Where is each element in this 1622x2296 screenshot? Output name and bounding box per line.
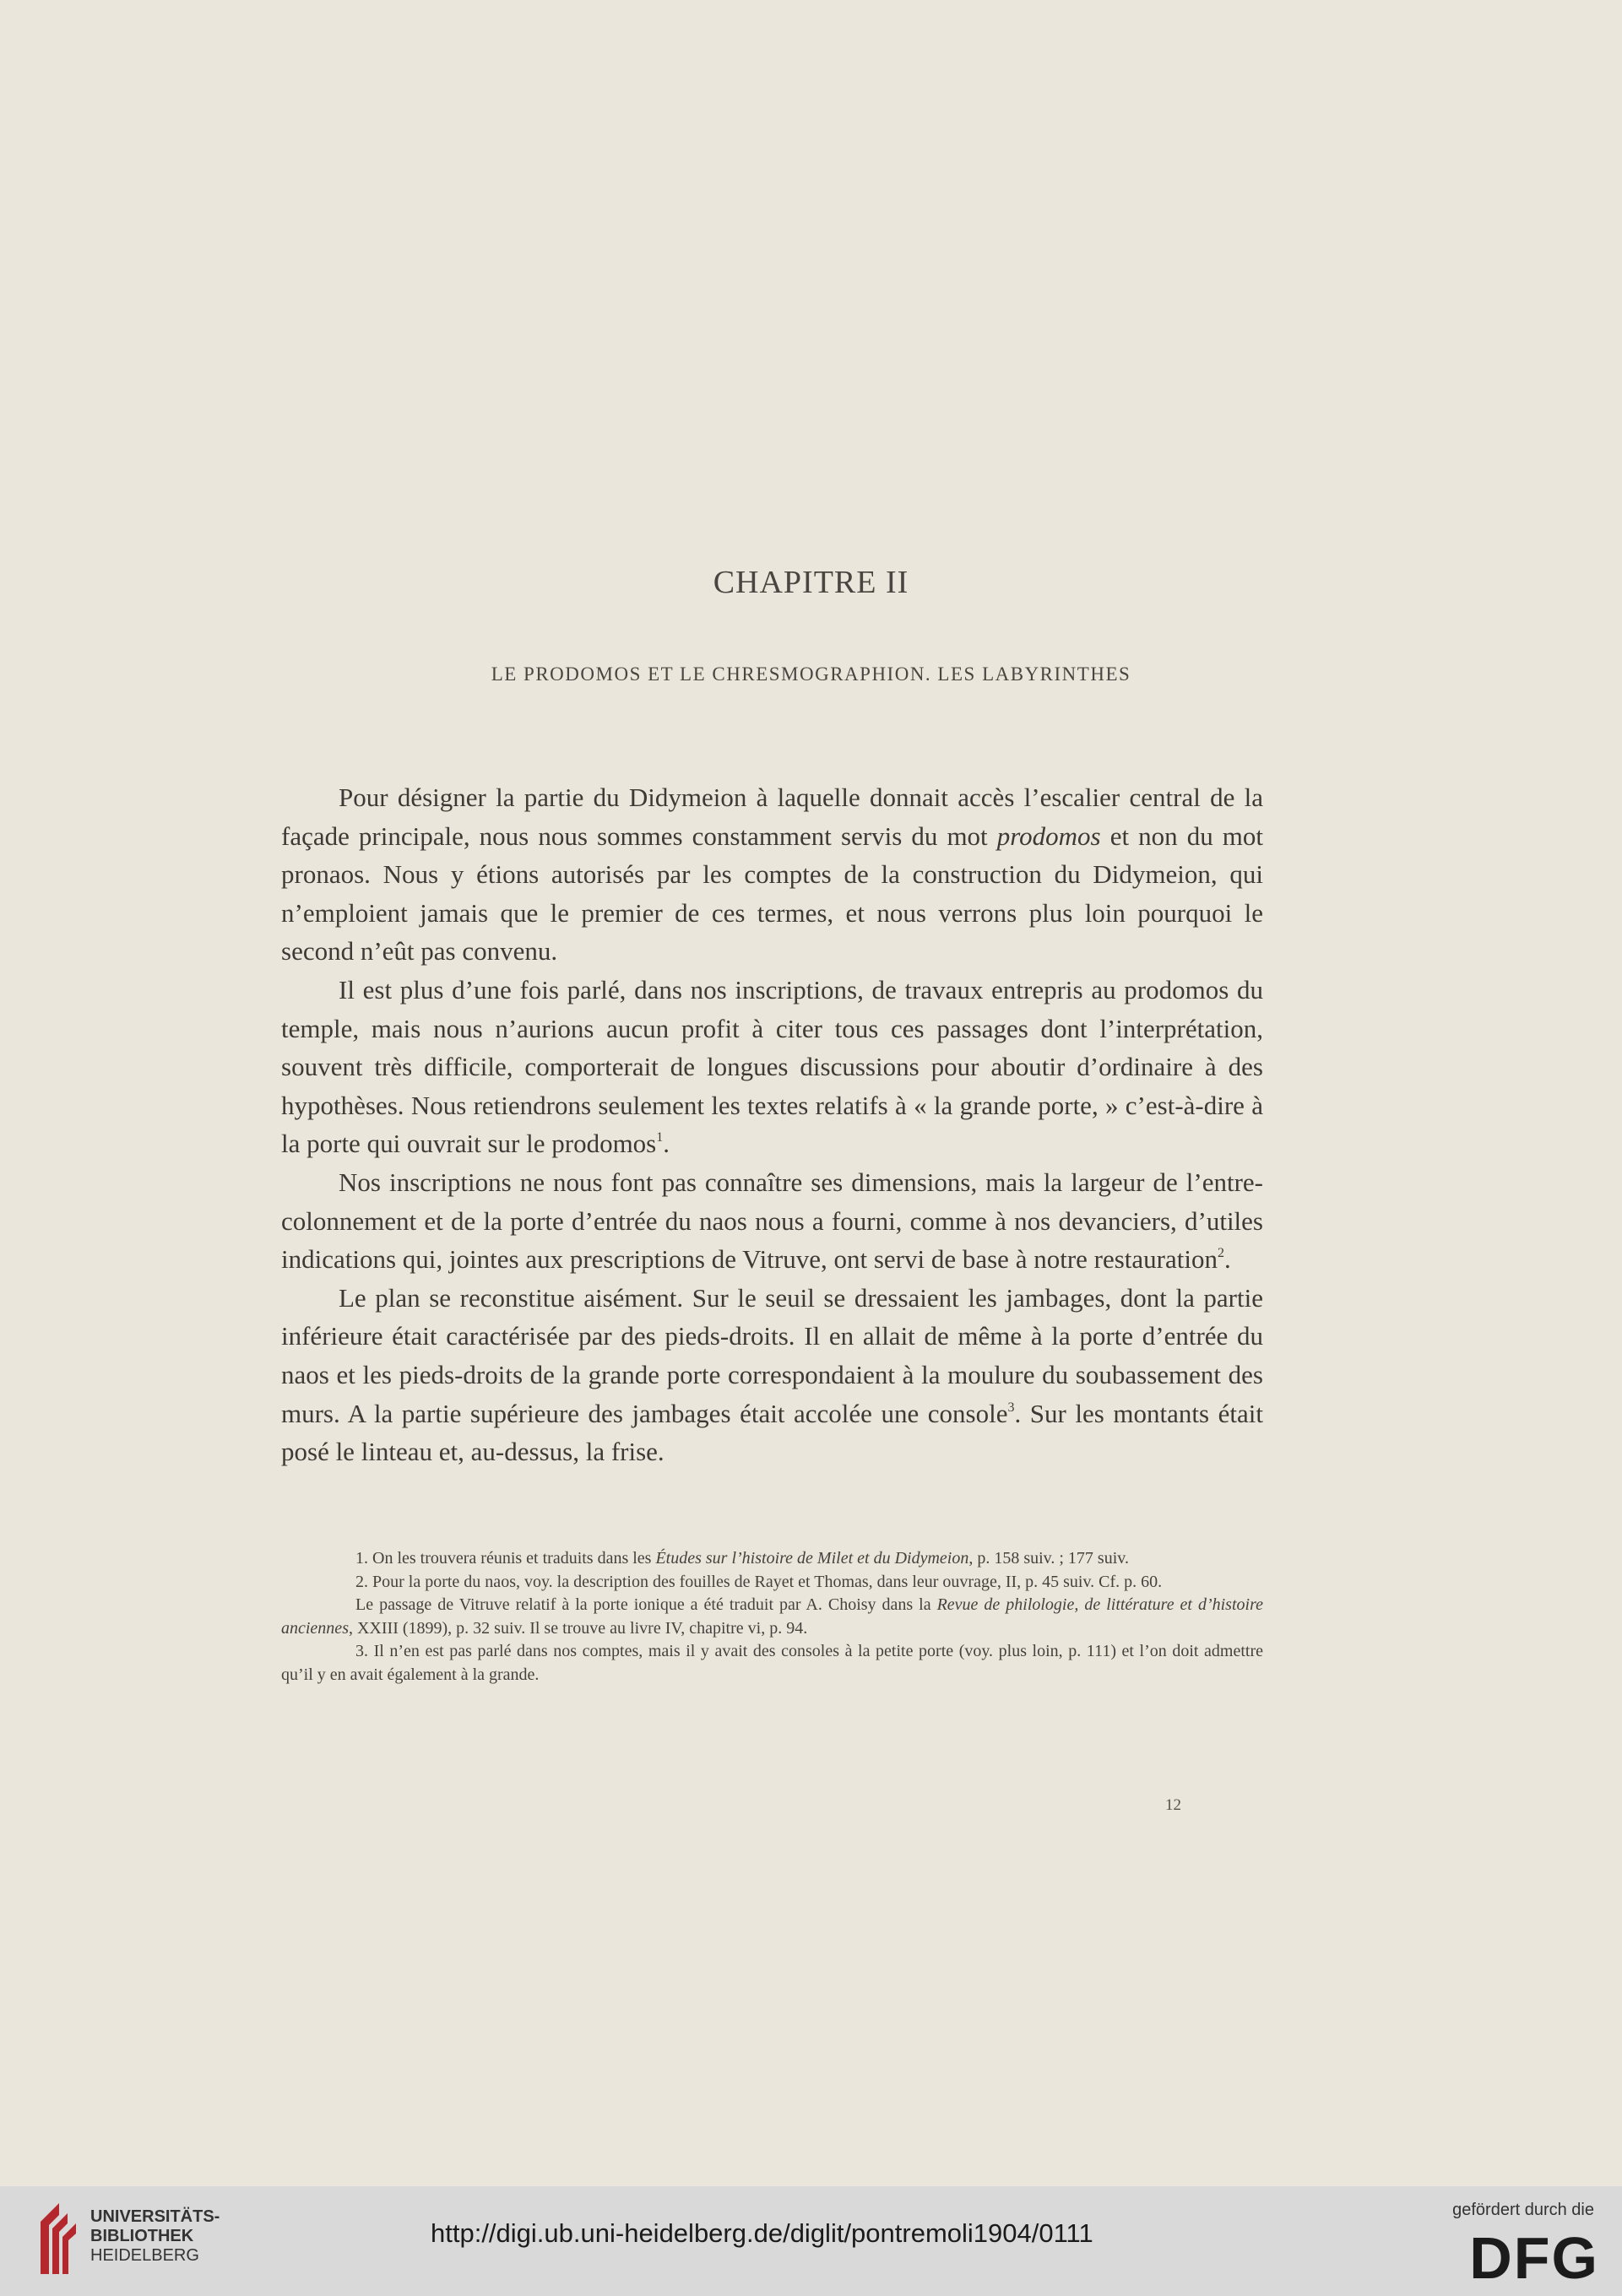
paragraph-3-end: . — [1223, 1244, 1231, 1275]
library-name-line-3: HEIDELBERG — [90, 2246, 199, 2265]
footnote-1-text-end: , p. 158 suiv. ; 177 suiv. — [968, 1549, 1129, 1568]
paragraph-4-text-end: . Sur les montants était posé le linteau et, au-dessus, la frise. — [281, 1398, 1263, 1467]
paragraph-1-italic: prodomos — [996, 820, 1101, 851]
paragraph-4-text: Le plan se reconstitue aisément. Sur le seuil se dressaient les jambages, dont la partie inférieure était caractérisée par des pieds-droits. Il en allait de même à la porte d’entrée du naos et les pieds-droits de la grande porte correspondaient à la moulure du soubassement des murs. A la partie supérieure des jambages était accolée une console — [281, 1282, 1263, 1428]
footnote-2b-text-end: , XXIII (1899), p. 32 suiv. Il se trouve au livre IV, chapitre vi, p. 94. — [348, 1618, 808, 1638]
footnote-1-text: 1. On les trouvera réunis et traduits dans les — [355, 1549, 656, 1568]
dfg-logo: DFG — [1469, 2225, 1599, 2291]
funded-by-caption: gefördert durch die — [1452, 2201, 1594, 2219]
permalink-url[interactable]: http://digi.ub.uni-heidelberg.de/diglit/pontremoli1904/0111 — [431, 2218, 1093, 2248]
paragraph-3 — [281, 1163, 1263, 1279]
chapter-title: CHAPITRE II — [713, 565, 909, 600]
footnote-1 — [281, 1547, 1263, 1571]
paragraph-2-text: Il est plus d’une fois parlé, dans nos inscriptions, de travaux entrepris au prodomos du temple, mais nous n’aurions aucun profit à citer tous ces passages dont l’interprétation, souvent très difficile, comporterait de longues discussions pour aboutir d’ordinaire à des hypothèses. Nous retiendrons seulement les textes relatifs à « la grande porte, » c’est-à-dire à la porte qui ouvrait sur le prodomos — [281, 974, 1263, 1159]
paragraph-2-end: . — [663, 1129, 670, 1159]
library-name — [90, 2207, 220, 2266]
page-number: 12 — [1165, 1796, 1181, 1814]
paragraph-1-text-end: et non du mot pronaos. Nous y étions autorisés par les comptes de la construction du Didymeion, qui n’emploient jamais que le premier de ces termes, et nous verrons plus loin pourquoi le second n’eût pas convenu. — [281, 820, 1263, 967]
paragraph-4 — [281, 1279, 1263, 1471]
library-logo-icon — [34, 2196, 84, 2281]
library-name-line-2: BIBLIOTHEK — [90, 2227, 194, 2245]
footnote-ref-3: 3 — [1007, 1400, 1015, 1415]
chapter-subtitle: LE PRODOMOS ET LE CHRESMOGRAPHION. LES LABYRINTHES — [491, 663, 1131, 685]
paragraph-3-text: Nos inscriptions ne nous font pas connaître ses dimensions, mais la largeur de l’entre-colonnement et de la porte d’entrée du naos nous a fourni, comme à nos devanciers, d’utiles indications qui, jointes aux prescriptions de Vitruve, ont servi de base à notre restauration — [281, 1167, 1263, 1275]
paragraph-1-text: Pour désigner la partie du Didymeion à laquelle donnait accès l’escalier central de la façade principale, nous nous sommes constamment servis du mot — [281, 782, 1263, 851]
paragraph-1 — [281, 778, 1263, 971]
footnotes — [281, 1547, 1263, 1687]
viewer-footer — [0, 2186, 1622, 2296]
body-text — [281, 778, 1263, 1471]
footnote-2b-italic: Revue de philologie, de littérature et d’histoire anciennes — [281, 1595, 1263, 1638]
footnote-2b-text: Le passage de Vitruve relatif à la porte ionique a été traduit par A. Choisy dans la — [355, 1595, 937, 1615]
library-name-line-1: UNIVERSITÄTS- — [90, 2207, 220, 2226]
paragraph-2 — [281, 971, 1263, 1163]
footnote-3: 3. Il n’en est pas parlé dans nos comptes, mais il y avait des consoles à la petite porte (voy. plus loin, p. 111) et l’on doit admettre qu’il y en avait également à la grande. — [281, 1642, 1263, 1684]
footnote-2-continued — [281, 1594, 1263, 1640]
footnote-ref-2: 2 — [1217, 1246, 1224, 1261]
footnote-1-italic: Études sur l’histoire de Milet et du Didymeion — [655, 1549, 969, 1568]
footnote-2: 2. Pour la porte du naos, voy. la description des fouilles de Rayet et Thomas, dans leur ouvrage, II, p. 45 suiv. Cf. p. 60. — [355, 1572, 1163, 1591]
footnote-ref-1: 1 — [656, 1130, 664, 1145]
